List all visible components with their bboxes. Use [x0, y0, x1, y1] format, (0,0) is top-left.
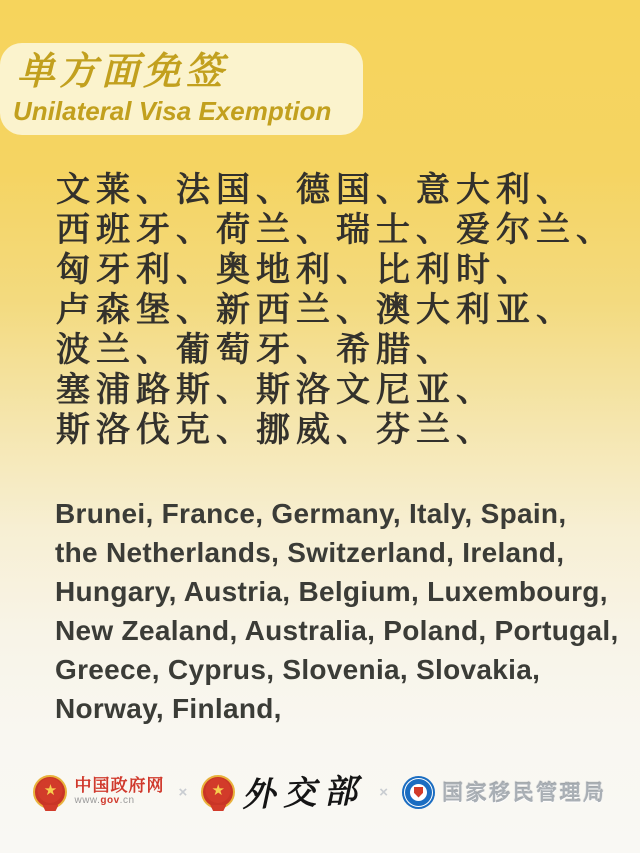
x-separator-icon: × [379, 783, 389, 801]
national-emblem-icon [33, 775, 67, 809]
gov-cn-logo [33, 775, 164, 809]
footer-logo-bar [0, 768, 640, 816]
gov-cn-url [74, 795, 164, 807]
country-list-zh-line: 西班牙、荷兰、瑞士、爱尔兰、 [56, 211, 616, 249]
country-list-zh-line: 卢森堡、新西兰、澳大利亚、 [56, 291, 576, 329]
country-list-en-line: New Zealand, Australia, Poland, Portugal, [55, 615, 619, 646]
country-list-zh-line: 匈牙利、奥地利、比利时、 [56, 251, 536, 289]
country-list-english [55, 494, 639, 728]
country-list-zh-line: 文莱、法国、德国、意大利、 [56, 171, 576, 209]
emblem-star-glyph: ★ [43, 782, 58, 799]
country-list-zh-line: 斯洛伐克、挪威、芬兰、 [56, 411, 496, 449]
mfa-logo [201, 770, 366, 814]
national-emblem-icon [201, 775, 235, 809]
gov-url-suffix: .cn [119, 795, 135, 806]
nia-name: 国家移民管理局 [442, 782, 607, 805]
country-list-en-line: Greece, Cyprus, Slovenia, Slovakia, [55, 654, 541, 685]
country-list-zh-line: 塞浦路斯、斯洛文尼亚、 [56, 371, 496, 409]
gov-cn-name: 中国政府网 [74, 776, 165, 795]
nia-shield-icon [414, 787, 423, 798]
nia-logo [402, 776, 607, 809]
country-list-en-line: Hungary, Austria, Belgium, Luxembourg, [55, 576, 608, 607]
country-list-zh-line: 波兰、葡萄牙、希腊、 [56, 331, 456, 369]
mfa-calligraphy-name: 外交部 [241, 770, 366, 814]
gov-url-prefix: www. [74, 795, 101, 806]
nia-badge-icon [402, 776, 435, 809]
country-list-chinese [56, 170, 640, 450]
country-list-en-line: the Netherlands, Switzerland, Ireland, [55, 537, 565, 568]
x-separator-icon: × [178, 783, 188, 801]
gov-cn-logo-text [74, 777, 164, 807]
poster-title-en: Unilateral Visa Exemption [13, 96, 332, 126]
emblem-star-glyph: ★ [211, 782, 225, 799]
country-list-en-line: Norway, Finland, [55, 693, 282, 724]
gov-url-accent: gov [100, 795, 120, 806]
nia-badge-inner [410, 784, 427, 801]
header-banner [0, 43, 363, 135]
country-list-en-line: Brunei, France, Germany, Italy, Spain, [55, 498, 567, 529]
poster-title-zh: 单方面免签 [17, 51, 228, 93]
